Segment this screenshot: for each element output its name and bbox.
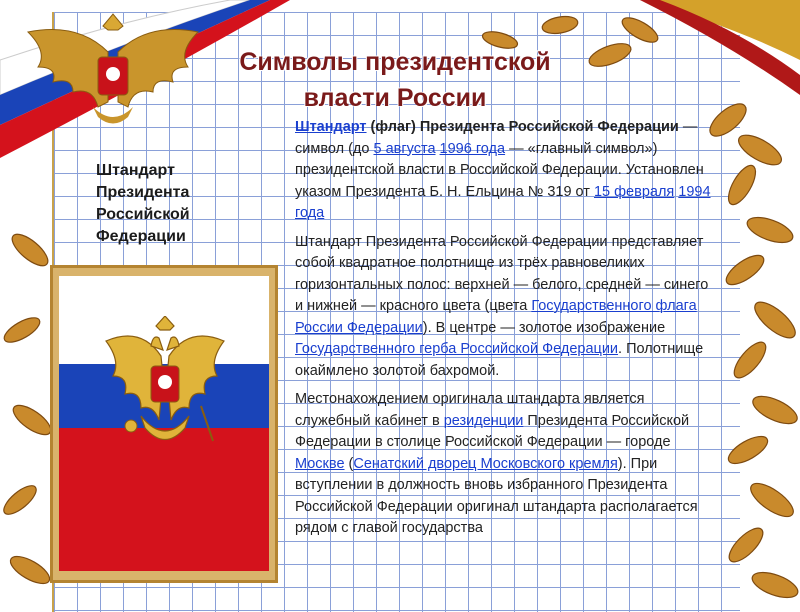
link-senate-palace[interactable]: Сенатский дворец Московского кремля xyxy=(353,455,618,472)
caption-line: Штандарт xyxy=(96,162,175,179)
text-span: Местонахождением оригинала штандарта является служебный кабинет в xyxy=(295,391,645,429)
link-shtandart[interactable]: Штандарт xyxy=(295,119,367,135)
paragraph-standard-location xyxy=(295,389,720,540)
caption-line: Президента xyxy=(96,184,190,201)
link-year-1994[interactable]: 1994 года xyxy=(295,183,711,221)
link-moscow[interactable]: Москве xyxy=(295,455,345,472)
title-line-2: власти России xyxy=(303,84,487,112)
caption-line: Российской xyxy=(96,206,190,223)
text-span: ( xyxy=(344,455,354,472)
text-span: — «главный символ») президентской власти в Российской Федерации. Установлен указом Президента Б. Н. Ельцина № 319 от xyxy=(295,140,704,200)
text-span: ). В центре — золотое изображение xyxy=(422,319,666,336)
standard-flag xyxy=(59,276,269,571)
text-span: Штандарт Президента Российской Федерации представляет собой квадратное полотнище из трёх равновеликих горизонтальных полос: верхней — белого, средней — синего и нижней — красного цвета (цвета xyxy=(295,233,709,314)
page-title xyxy=(170,44,620,116)
double-headed-eagle-icon xyxy=(101,316,229,456)
paragraph-standard-description xyxy=(295,232,720,383)
link-date-15-february[interactable]: 15 февраля xyxy=(593,183,675,200)
standard-bold-text: (флаг) Президента Российской Федерации xyxy=(366,119,679,135)
text-span: ). При вступлении в должность вновь избранного Президента Российской Федерации оригинал штандарта располагается рядом с главой государства xyxy=(295,455,698,536)
text-span: Президента Российской Федерации в столице Российской Федерации — городе xyxy=(295,412,690,450)
caption-line: Федерации xyxy=(96,228,186,245)
link-year-1996[interactable]: 1996 года xyxy=(439,140,506,157)
link-date-5-august[interactable]: 5 августа xyxy=(373,140,436,157)
link-state-flag[interactable]: Государственного флага России Федерации xyxy=(295,298,697,336)
article-text xyxy=(295,117,720,547)
text-span: . Полотнище окаймлено золотой бахромой. xyxy=(295,341,704,379)
standard-caption xyxy=(96,160,246,248)
link-state-coat-of-arms[interactable]: Государственного герба Российской Федерации xyxy=(295,341,619,357)
text-span: — символ (до xyxy=(295,119,698,157)
link-residence[interactable]: резиденции xyxy=(443,412,524,429)
presidential-standard-image xyxy=(50,265,278,583)
title-line-1: Символы президентской xyxy=(239,48,551,76)
paragraph-standard-definition xyxy=(295,117,720,225)
